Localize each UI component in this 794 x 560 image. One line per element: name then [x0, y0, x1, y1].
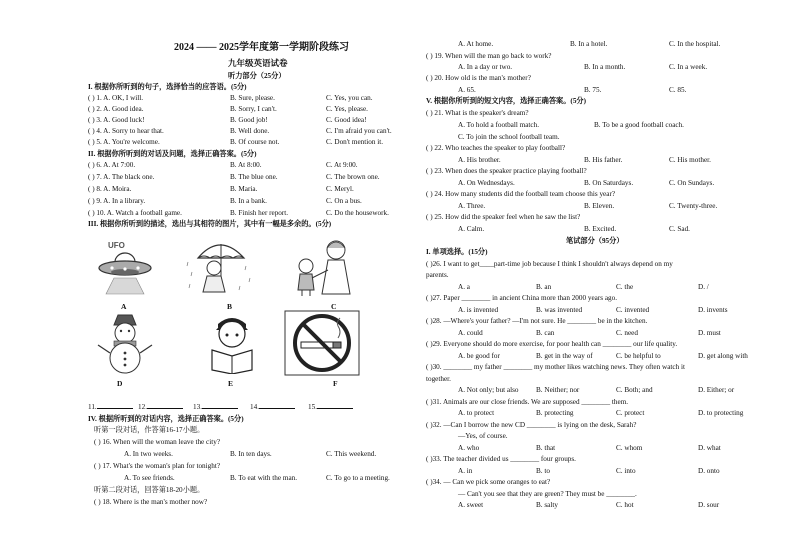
question-28: ( )28. —Where's your father? —I'm not sure. He ________ be in the kitchen.: [426, 317, 648, 325]
part4-heading: IV. 根据所听到的对话内容，选择正确答案。(5分): [88, 415, 244, 423]
question-34: ( )34. — Can we pick some oranges to eat?: [426, 478, 551, 486]
question-21: ( ) 21. What is the speaker's dream?: [426, 109, 529, 117]
blank-11[interactable]: 11.: [88, 404, 133, 411]
question-24: ( ) 24. How many students did the football team choose this year?: [426, 190, 616, 198]
written-heading: 笔试部分（95分）: [566, 237, 624, 245]
listening-heading: 听力部分（25分）: [228, 72, 286, 80]
picture-label-b: B: [227, 302, 233, 311]
boy-reading-picture: [204, 312, 260, 374]
question-25: ( ) 25. How did the speaker feel when he saw the list?: [426, 213, 581, 221]
part5-heading: V. 根据你所听到的短文内容，选择正确答案。(5分): [426, 97, 586, 105]
picture-label-f: F: [333, 379, 338, 388]
mother-child-picture: [288, 236, 360, 298]
dialogue1-intro: 听第一段对话，作答第16-17小题。: [94, 426, 205, 434]
question-20: ( ) 20. How old is the man's mother?: [426, 74, 531, 82]
snowman-picture: [94, 311, 156, 375]
question-18: ( ) 18. Where is the man's mother now?: [94, 498, 208, 506]
blank-13[interactable]: 13.: [193, 404, 238, 411]
section1-heading: I. 单项选择。(15分): [426, 248, 488, 256]
ufo-label: UFO: [108, 241, 125, 250]
exam-subtitle: 九年级英语试卷: [228, 58, 288, 68]
question-32-cont: —Yes, of course.: [458, 432, 508, 440]
picture-label-c: C: [331, 302, 337, 311]
question-30: ( )30. ________ my father ________ my mother likes watching news. They often watch it: [426, 363, 685, 371]
picture-label-d: D: [117, 379, 123, 388]
part1-heading: I. 根据你所听到的句子，选择恰当的应答语。(5分): [88, 83, 247, 91]
question-32: ( )32. —Can I borrow the new CD ________ is lying on the desk, Sarah?: [426, 421, 637, 429]
question-16: ( ) 16. When will the woman leave the city?: [94, 438, 221, 446]
picture-label-e: E: [228, 379, 234, 388]
question-19: ( ) 19. When will the man go back to work?: [426, 52, 552, 60]
umbrella-girl-picture: [184, 236, 254, 298]
blank-15[interactable]: 15.: [308, 404, 353, 411]
question-33: ( )33. The teacher divided us ________ four groups.: [426, 455, 576, 463]
question-26-cont: parents.: [426, 271, 449, 279]
question-29: ( )29. Everyone should do more exercise, for poor health can ________ our life quality.: [426, 340, 678, 348]
blank-12[interactable]: 12.: [138, 404, 183, 411]
part3-heading: III. 根据你所听到的描述，选出与其相符的图片，其中有一幅是多余的。(5分): [88, 220, 332, 228]
question-26: ( )26. I want to get____part-time job because I think I shouldn't always depend on my: [426, 260, 673, 268]
dialogue2-intro: 听第二段对话，回答第18-20小题。: [94, 486, 205, 494]
no-smoking-picture: [284, 310, 360, 376]
question-31: ( )31. Animals are our close friends. We are supposed ________ them.: [426, 398, 629, 406]
question-23: ( ) 23. When does the speaker practice playing football?: [426, 167, 587, 175]
question-17: ( ) 17. What's the woman's plan for tonight?: [94, 462, 221, 470]
question-30-cont: together.: [426, 375, 451, 383]
picture-label-a: A: [121, 302, 127, 311]
exam-title: 2024 —— 2025学年度第一学期阶段练习: [174, 42, 349, 53]
question-27: ( )27. Paper ________ in ancient China more than 2000 years ago.: [426, 294, 618, 302]
options-21c: C. To join the school football team.: [458, 133, 560, 141]
ufo-picture: [94, 238, 156, 296]
blank-14[interactable]: 14.: [250, 404, 295, 411]
question-22: ( ) 22. Who teaches the speaker to play football?: [426, 144, 566, 152]
part2-heading: II. 根据你所听到的对话及问题，选择正确答案。(5分): [88, 150, 257, 158]
question-34-cont: — Can't you see that they are green? They must be ________.: [458, 490, 637, 498]
